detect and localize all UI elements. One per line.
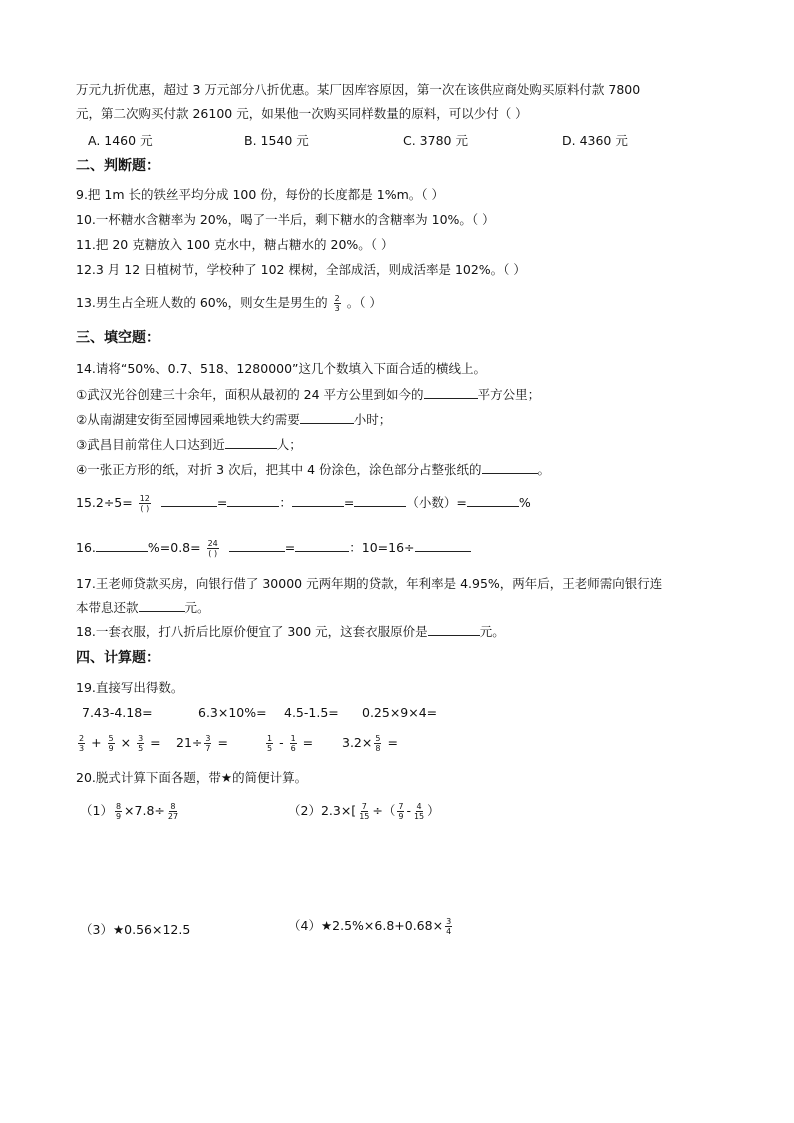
q8-line2: 元，第二次购买付款 26100 元，如果他一次购买同样数量的原料，可以少付（ ）	[76, 106, 528, 121]
answer-blank[interactable]	[415, 539, 471, 552]
q19-item: 7.43-4.18=	[82, 705, 153, 720]
answer-blank[interactable]	[467, 494, 519, 507]
q13-post: 。（ ）	[346, 295, 382, 310]
q20-stem: 20.脱式计算下面各题，带★的简便计算。	[76, 770, 308, 785]
q13-fraction: $\frac{2}{3}$	[334, 294, 340, 313]
answer-blank[interactable]	[161, 494, 217, 507]
q20-part-1: （1） $\frac{8}{9}$ ×7.8÷ $\frac{8}{27}$	[80, 802, 179, 821]
q20-part-4: （4）★2.5%×6.8+0.68× $\frac{3}{4}$	[288, 917, 452, 936]
q14-item-2: ②从南湖建安街至园博园乘地铁大约需要 小时；	[76, 412, 392, 427]
answer-blank[interactable]	[295, 539, 349, 552]
answer-blank[interactable]	[354, 494, 406, 507]
q14-stem: 14.请将“50%、0.7、518、1280000”这几个数填入下面合适的横线上。	[76, 361, 487, 376]
section-4-title: 四、计算题：	[76, 650, 160, 666]
q15: 15.2÷5= 12 ( ) = ： = （小数）= %	[76, 494, 531, 513]
q8-option-a: A. 1460 元	[88, 133, 153, 148]
q17-line2: 本带息还款 元。	[76, 600, 210, 615]
section-2-title: 二、判断题：	[76, 158, 160, 174]
answer-blank[interactable]	[96, 539, 148, 552]
answer-blank[interactable]	[300, 411, 354, 424]
q10: 10.一杯糖水含糖率为 20%，喝了一半后，剩下糖水的含糖率为 10%。（ ）	[76, 212, 495, 227]
q20-part-3: （3）★0.56×12.5	[80, 922, 191, 937]
answer-blank[interactable]	[227, 494, 279, 507]
q9: 9.把 1m 长的铁丝平均分成 100 份，每份的长度都是 1%m。（ ）	[76, 187, 445, 202]
section-3-title: 三、填空题：	[76, 330, 160, 346]
q8-option-c: C. 3780 元	[403, 133, 468, 148]
q19-item: 4.5-1.5=	[284, 705, 339, 720]
q14-item-4: ④一张正方形的纸，对折 3 次后，把其中 4 份涂色，涂色部分占整张纸的 。	[76, 462, 551, 477]
q11: 11.把 20 克糖放入 100 克水中，糖占糖水的 20%。（ ）	[76, 237, 394, 252]
q19-item-fraction-expr: $\frac{2}{3}$ + $\frac{5}{9}$ × $\frac{3}{5}$ =	[79, 734, 161, 753]
q13	[76, 294, 382, 313]
q8-option-d: D. 4360 元	[562, 133, 628, 148]
answer-blank[interactable]	[225, 436, 277, 449]
q19-item: 6.3×10%=	[198, 705, 267, 720]
q16-fraction: 24 ( )	[207, 539, 218, 558]
q14-item-3: ③武昌目前常住人口达到近 人；	[76, 437, 302, 452]
q19-item-subtract: $\frac{1}{5}$ - $\frac{1}{6}$ =	[267, 734, 314, 753]
answer-blank[interactable]	[292, 494, 344, 507]
q19-item-divide: 21÷ $\frac{3}{7}$ =	[176, 734, 228, 753]
q8-option-b: B. 1540 元	[244, 133, 309, 148]
q13-pre: 13.男生占全班人数的 60%，则女生是男生的	[76, 295, 328, 310]
q19-item: 0.25×9×4=	[362, 705, 438, 720]
answer-blank[interactable]	[139, 599, 185, 612]
q12: 12.3 月 12 日植树节，学校种了 102 棵树，全部成活，则成活率是 102%。（ ）	[76, 262, 526, 277]
q19-item-multiply: 3.2× $\frac{5}{8}$ =	[342, 734, 398, 753]
q16: 16. %=0.8= 24 ( ) = ：10=16÷	[76, 539, 471, 558]
q17-line1: 17.王老师贷款买房，向银行借了 30000 元两年期的贷款，年利率是 4.95%，两年后，王老师需向银行连	[76, 576, 663, 591]
answer-blank[interactable]	[428, 623, 480, 636]
q15-fraction: 12 ( )	[139, 494, 150, 513]
q20-part-2: （2）2.3×[ $\frac{7}{15}$ ÷（ $\frac{7}{9}$ - $\frac{4}{15}$ ）	[288, 802, 440, 821]
q18: 18.一套衣服，打八折后比原价便宜了 300 元，这套衣服原价是 元。	[76, 624, 505, 639]
answer-blank[interactable]	[424, 386, 478, 399]
answer-blank[interactable]	[482, 461, 538, 474]
q19-stem: 19.直接写出得数。	[76, 680, 184, 695]
answer-blank[interactable]	[229, 539, 285, 552]
q14-item-1: ①武汉光谷创建三十余年，面积从最初的 24 平方公里到如今的 平方公里；	[76, 387, 541, 402]
q8-line1: 万元九折优惠，超过 3 万元部分八折优惠。某厂因库容原因，第一次在该供应商处购买原料付款 7800	[76, 82, 641, 97]
